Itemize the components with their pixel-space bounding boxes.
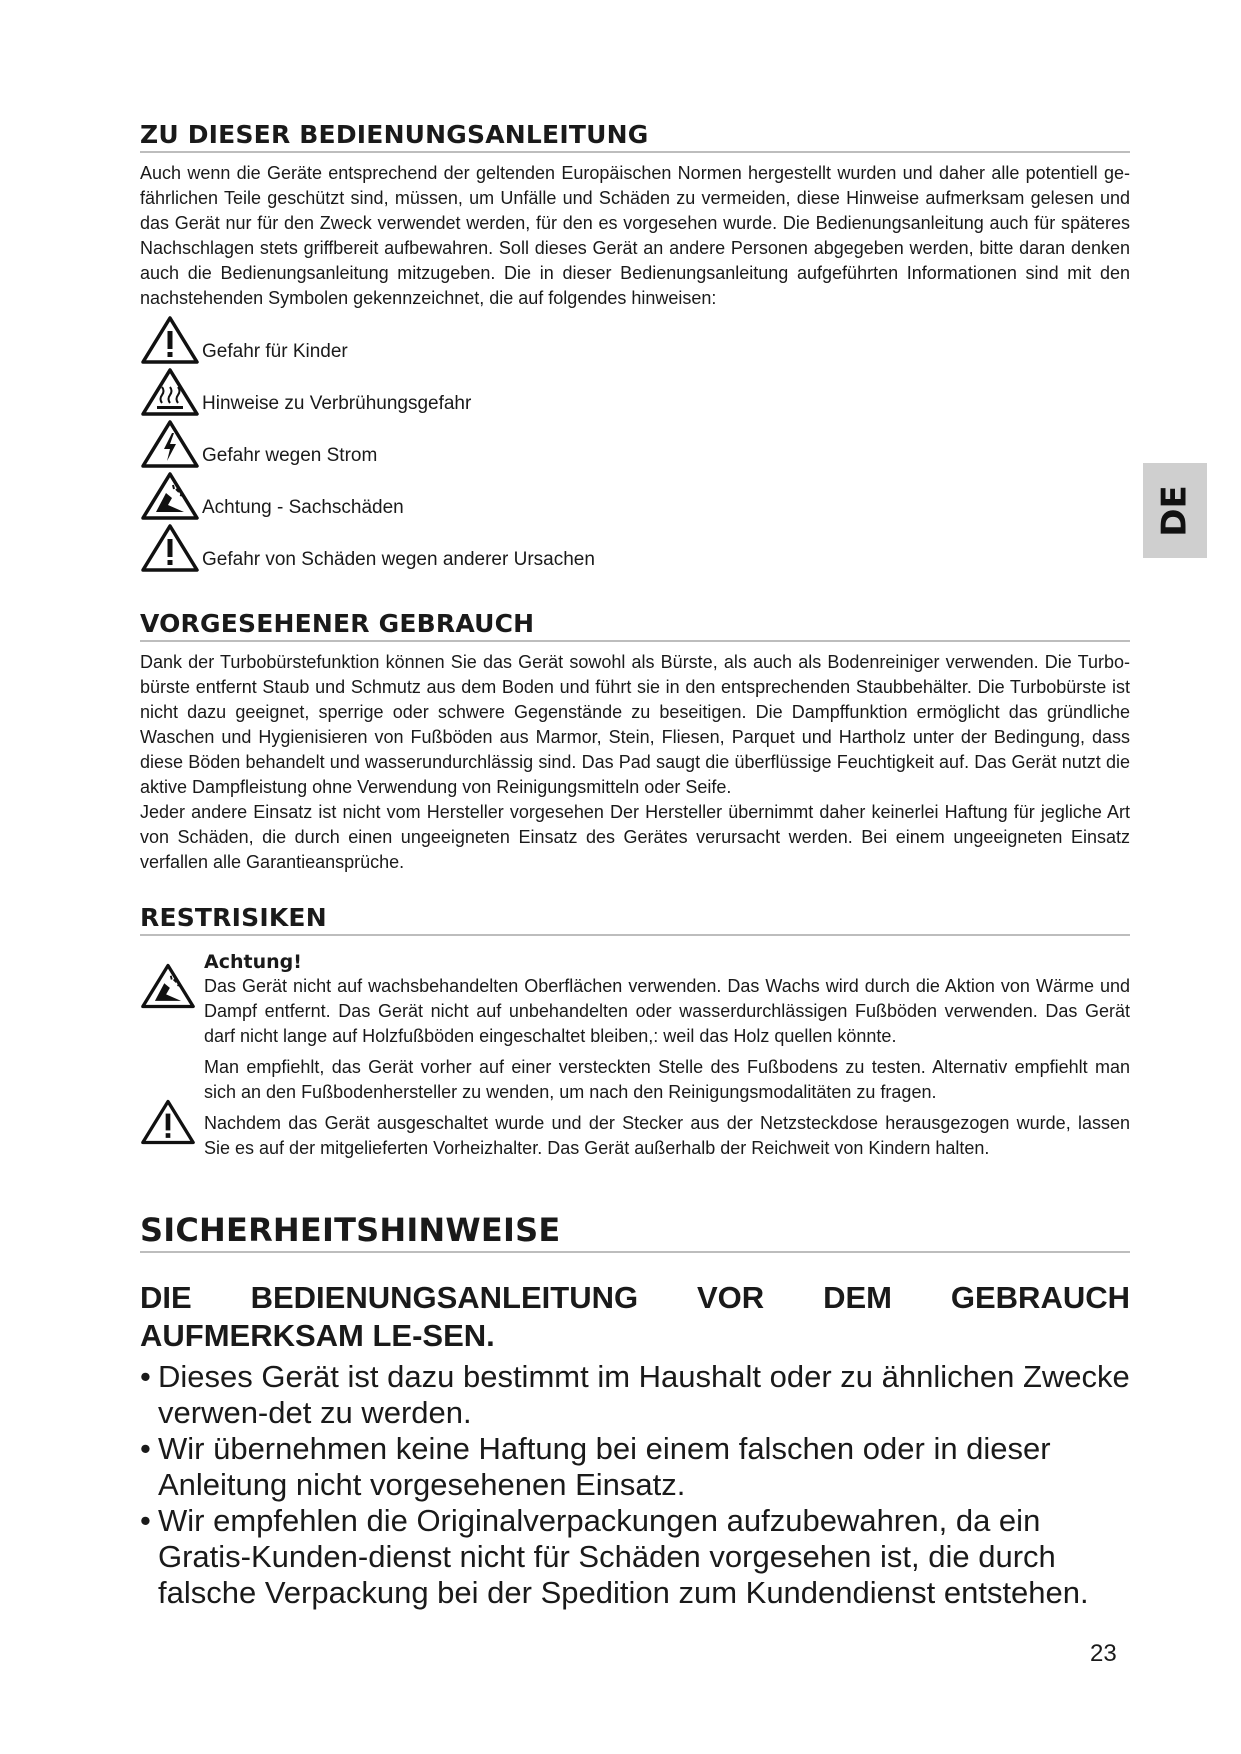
list-item: • Wir übernehmen keine Haftung bei einem falschen oder in dieser Anleitung nicht vorgesehenen Einsatz. bbox=[140, 1431, 1051, 1502]
symbol-row bbox=[140, 365, 1130, 417]
property-damage-icon bbox=[140, 471, 200, 521]
intended-use-disclaimer: Jeder andere Einsatz ist nicht vom Hersteller vorgesehen Der Hersteller übernimmt daher keinerlei Haftung für jegliche Art von Schäden, die durch einen ungeeigneten Einsatz des Gerätes verursacht werden. Bei einem ungeeigneten Einsatz verfallen alle Garantieansprüche. bbox=[140, 802, 1130, 872]
residual-risks-block bbox=[140, 950, 1130, 1161]
residual-risks-text bbox=[204, 950, 1130, 1161]
language-tab-label: DE bbox=[1154, 484, 1195, 537]
safety-list bbox=[140, 1359, 1130, 1611]
symbol-legend bbox=[140, 313, 1130, 573]
section-title-residual-risks: RESTRISIKEN bbox=[140, 903, 1130, 936]
section-title-intended-use: VORGESEHENER GEBRAUCH bbox=[140, 609, 1130, 642]
page-number: 23 bbox=[1090, 1640, 1117, 1667]
symbol-row bbox=[140, 417, 1130, 469]
intended-use-paragraph: Dank der Turbobürstefunktion können Sie das Gerät sowohl als Bürste, als auch als Bodenreiniger verwenden. Die Turbo-bürste entfernt Staub und Schmutz aus dem Boden und führt sie in den entsprechenden Staubbehälter. Die Turbobürste ist nicht dazu geeignet, sperrige oder schwere Gegenstände zu beseitigen. Die Dampffunktion ermöglicht das gründliche Waschen und Hygienisieren von Fußböden aus Marmor, Stein, Fliesen, Parquet und Hartholz unter der Bedingung, dass diese Böden behandelt und wasserundurchlässig sind. Das Pad saugt die überflüssige Feuchtigkeit auf. Das Gerät nutzt die aktive Dampfleistung ohne Verwendung von Reinigungsmitteln oder Seife. bbox=[140, 652, 1130, 797]
property-damage-icon bbox=[140, 962, 196, 1010]
symbol-row bbox=[140, 521, 1130, 573]
symbol-label: Gefahr wegen Strom bbox=[202, 445, 378, 466]
residual-risks-paragraph: Nachdem das Gerät ausgeschaltet wurde und der Stecker aus der Netzsteckdose herausgezogen wurde, lassen Sie es auf der mitgelieferten Vorheizhalter. Das Gerät außerhalb der Reichweit von Kindern halten. bbox=[204, 1113, 1130, 1158]
residual-risks-paragraph: Man empfiehlt, das Gerät vorher auf einer versteckten Stelle des Fußbodens zu testen. Alternativ empfiehlt man sich an den Fußbodenhersteller zu wenden, um nach den Reinigungsmodalitäten zu fragen. bbox=[204, 1057, 1130, 1102]
steam-hazard-icon bbox=[140, 367, 200, 417]
caution-heading: Achtung! bbox=[204, 951, 302, 973]
symbol-label: Gefahr von Schäden wegen anderer Ursachen bbox=[202, 549, 595, 570]
section-title-safety: SICHERHEITSHINWEISE bbox=[140, 1211, 1130, 1253]
warning-exclamation-icon bbox=[140, 1098, 196, 1146]
about-paragraph: Auch wenn die Geräte entsprechend der geltenden Europäischen Normen hergestellt wurden und daher alle potentiell ge-fährlichen Teile geschützt sind, müssen, um Unfälle und Schäden zu vermeiden, diese Hinweise aufmerksam gelesen und das Gerät nur für den Zweck verwendet werden, für den es vorgesehen wurde. Die Bedienungsanleitung auch für späteres Nachschlagen stets griffbereit aufbewahren. Soll dieses Gerät an andere Personen abgegeben werden, bitte daran denken auch die Bedienungsanleitung mitzugeben. Die in dieser Bedienungsanleitung aufgeführten Informationen sind mit den nachstehenden Symbolen gekennzeichnet, die auf folgendes hinweisen: bbox=[140, 163, 1130, 308]
residual-risks-paragraph: Das Gerät nicht auf wachsbehandelten Oberflächen verwenden. Das Wachs wird durch die Aktion von Wärme und Dampf entfernt. Das Gerät nicht auf unbehandelten oder wasserdurchlässigen Fußböden verwenden. Das Gerät darf nicht lange auf Holzfußböden eingeschaltet bleiben,: weil das Holz quellen könnte. bbox=[204, 976, 1130, 1046]
warning-exclamation-icon bbox=[140, 315, 200, 365]
symbol-label: Achtung - Sachschäden bbox=[202, 497, 404, 518]
page-content bbox=[140, 120, 1130, 1611]
safety-subheading: DIE BEDIENUNGSANLEITUNG VOR DEM GEBRAUCH AUFMERKSAM LE-SEN. bbox=[140, 1280, 1130, 1353]
electric-hazard-icon bbox=[140, 419, 200, 469]
symbol-label: Hinweise zu Verbrühungsgefahr bbox=[202, 393, 472, 414]
list-item-text: Wir empfehlen die Originalverpackungen aufzubewahren, da ein Gratis-Kunden-dienst nicht für Schäden vorgesehen ist, die durch falsche Verpackung bei der Spedition zum Kundendienst entstehen. bbox=[158, 1503, 1089, 1610]
language-tab bbox=[1143, 463, 1207, 558]
symbol-label: Gefahr für Kinder bbox=[202, 341, 348, 362]
symbol-row bbox=[140, 313, 1130, 365]
section-title-about: ZU DIESER BEDIENUNGSANLEITUNG bbox=[140, 120, 1130, 153]
list-item: • Wir empfehlen die Originalverpackungen aufzubewahren, da ein Gratis-Kunden-dienst nicht für Schäden vorgesehen ist, die durch falsche Verpackung bei der Spedition zum Kundendienst entstehen. bbox=[140, 1503, 1089, 1610]
warning-exclamation-icon bbox=[140, 523, 200, 573]
list-item: • Dieses Gerät ist dazu bestimmt im Haushalt oder zu ähnlichen Zwecke verwen-det zu werden. bbox=[140, 1359, 1130, 1430]
list-item-text: Wir übernehmen keine Haftung bei einem falschen oder in dieser Anleitung nicht vorgesehenen Einsatz. bbox=[158, 1431, 1051, 1502]
list-item-text: Dieses Gerät ist dazu bestimmt im Haushalt oder zu ähnlichen Zwecke verwen-det zu werden. bbox=[158, 1359, 1130, 1430]
symbol-row bbox=[140, 469, 1130, 521]
